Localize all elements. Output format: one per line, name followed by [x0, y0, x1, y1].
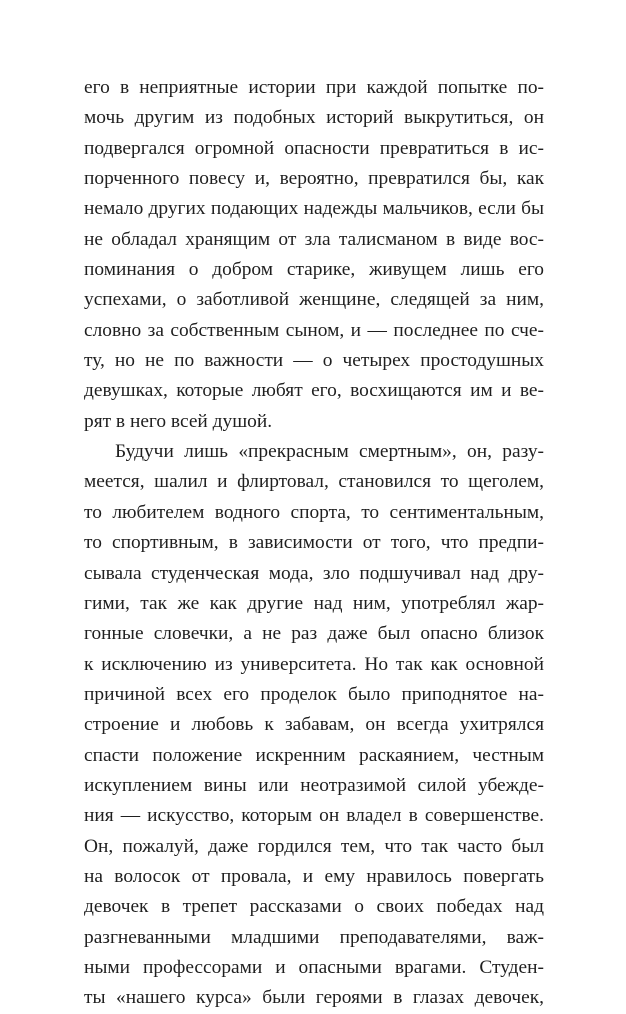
text-line: девушках, которые любят его, восхищаются им и ве-: [84, 380, 544, 402]
text-line: то спортивным, в зависимости от того, что предпи-: [84, 532, 544, 554]
text-line: причиной всех его проделок было приподнятое на-: [84, 683, 544, 705]
text-line: гонные словечки, а не раз даже был опасно близок: [84, 623, 544, 645]
text-line: ту, но не по важности — о четырех простодушных: [84, 350, 544, 372]
text-line: успехами, о заботливой женщине, следящей за ним,: [84, 289, 544, 311]
text-line: к исключению из университета. Но так как основной: [84, 653, 544, 675]
text-line: поминания о добром старике, живущем лишь его: [84, 259, 544, 281]
text-line: то любителем водного спорта, то сентиментальным,: [84, 501, 544, 523]
text-line: не обладал хранящим от зла талисманом в виде вос-: [84, 228, 544, 250]
text-line: его в неприятные истории при каждой попытке по-: [84, 77, 544, 98]
text-line: искуплением вины или неотразимой силой убежде-: [84, 774, 544, 796]
text-line: немало других подающих надежды мальчиков, если бы: [84, 198, 544, 220]
text-line: спасти положение искренним раскаянием, честным: [84, 744, 544, 766]
text-line: порченного повесу и, вероятно, превратился бы, как: [84, 168, 544, 190]
text-line: подвергался огромной опасности превратиться в ис-: [84, 137, 544, 159]
text-line: ными профессорами и опасными врагами. Студен-: [84, 956, 544, 978]
paragraph-start-line: Будучи лишь «прекрасным смертным», он, разу-: [115, 441, 544, 463]
text-line: Он, пожалуй, даже гордился тем, что так часто был: [84, 835, 544, 857]
text-line: сывала студенческая мода, зло подшучивал над дру-: [84, 562, 544, 584]
text-line: строение и любовь к забавам, он всегда ухитрялся: [84, 714, 544, 736]
text-line: ты «нашего курса» были героями в глазах девочек,: [84, 987, 544, 1009]
text-line: разгневанными младшими преподавателями, важ-: [84, 926, 544, 948]
text-line: на волосок от провала, и ему нравилось повергать: [84, 865, 544, 887]
text-line: словно за собственным сыном, и — последнее по сче-: [84, 319, 544, 341]
paragraph-end-line: рят в него всей душой.: [84, 410, 273, 432]
body-text: [84, 73, 544, 1014]
text-line: девочек в трепет рассказами о своих победах над: [84, 896, 544, 918]
text-line: мочь другим из подобных историй выкрутиться, он: [84, 107, 544, 129]
text-line: гими, так же как другие над ним, употреблял жар-: [84, 592, 544, 614]
text-line: ния — искусство, которым он владел в совершенстве.: [84, 805, 544, 827]
text-line: меется, шалил и флиртовал, становился то щеголем,: [84, 471, 544, 493]
